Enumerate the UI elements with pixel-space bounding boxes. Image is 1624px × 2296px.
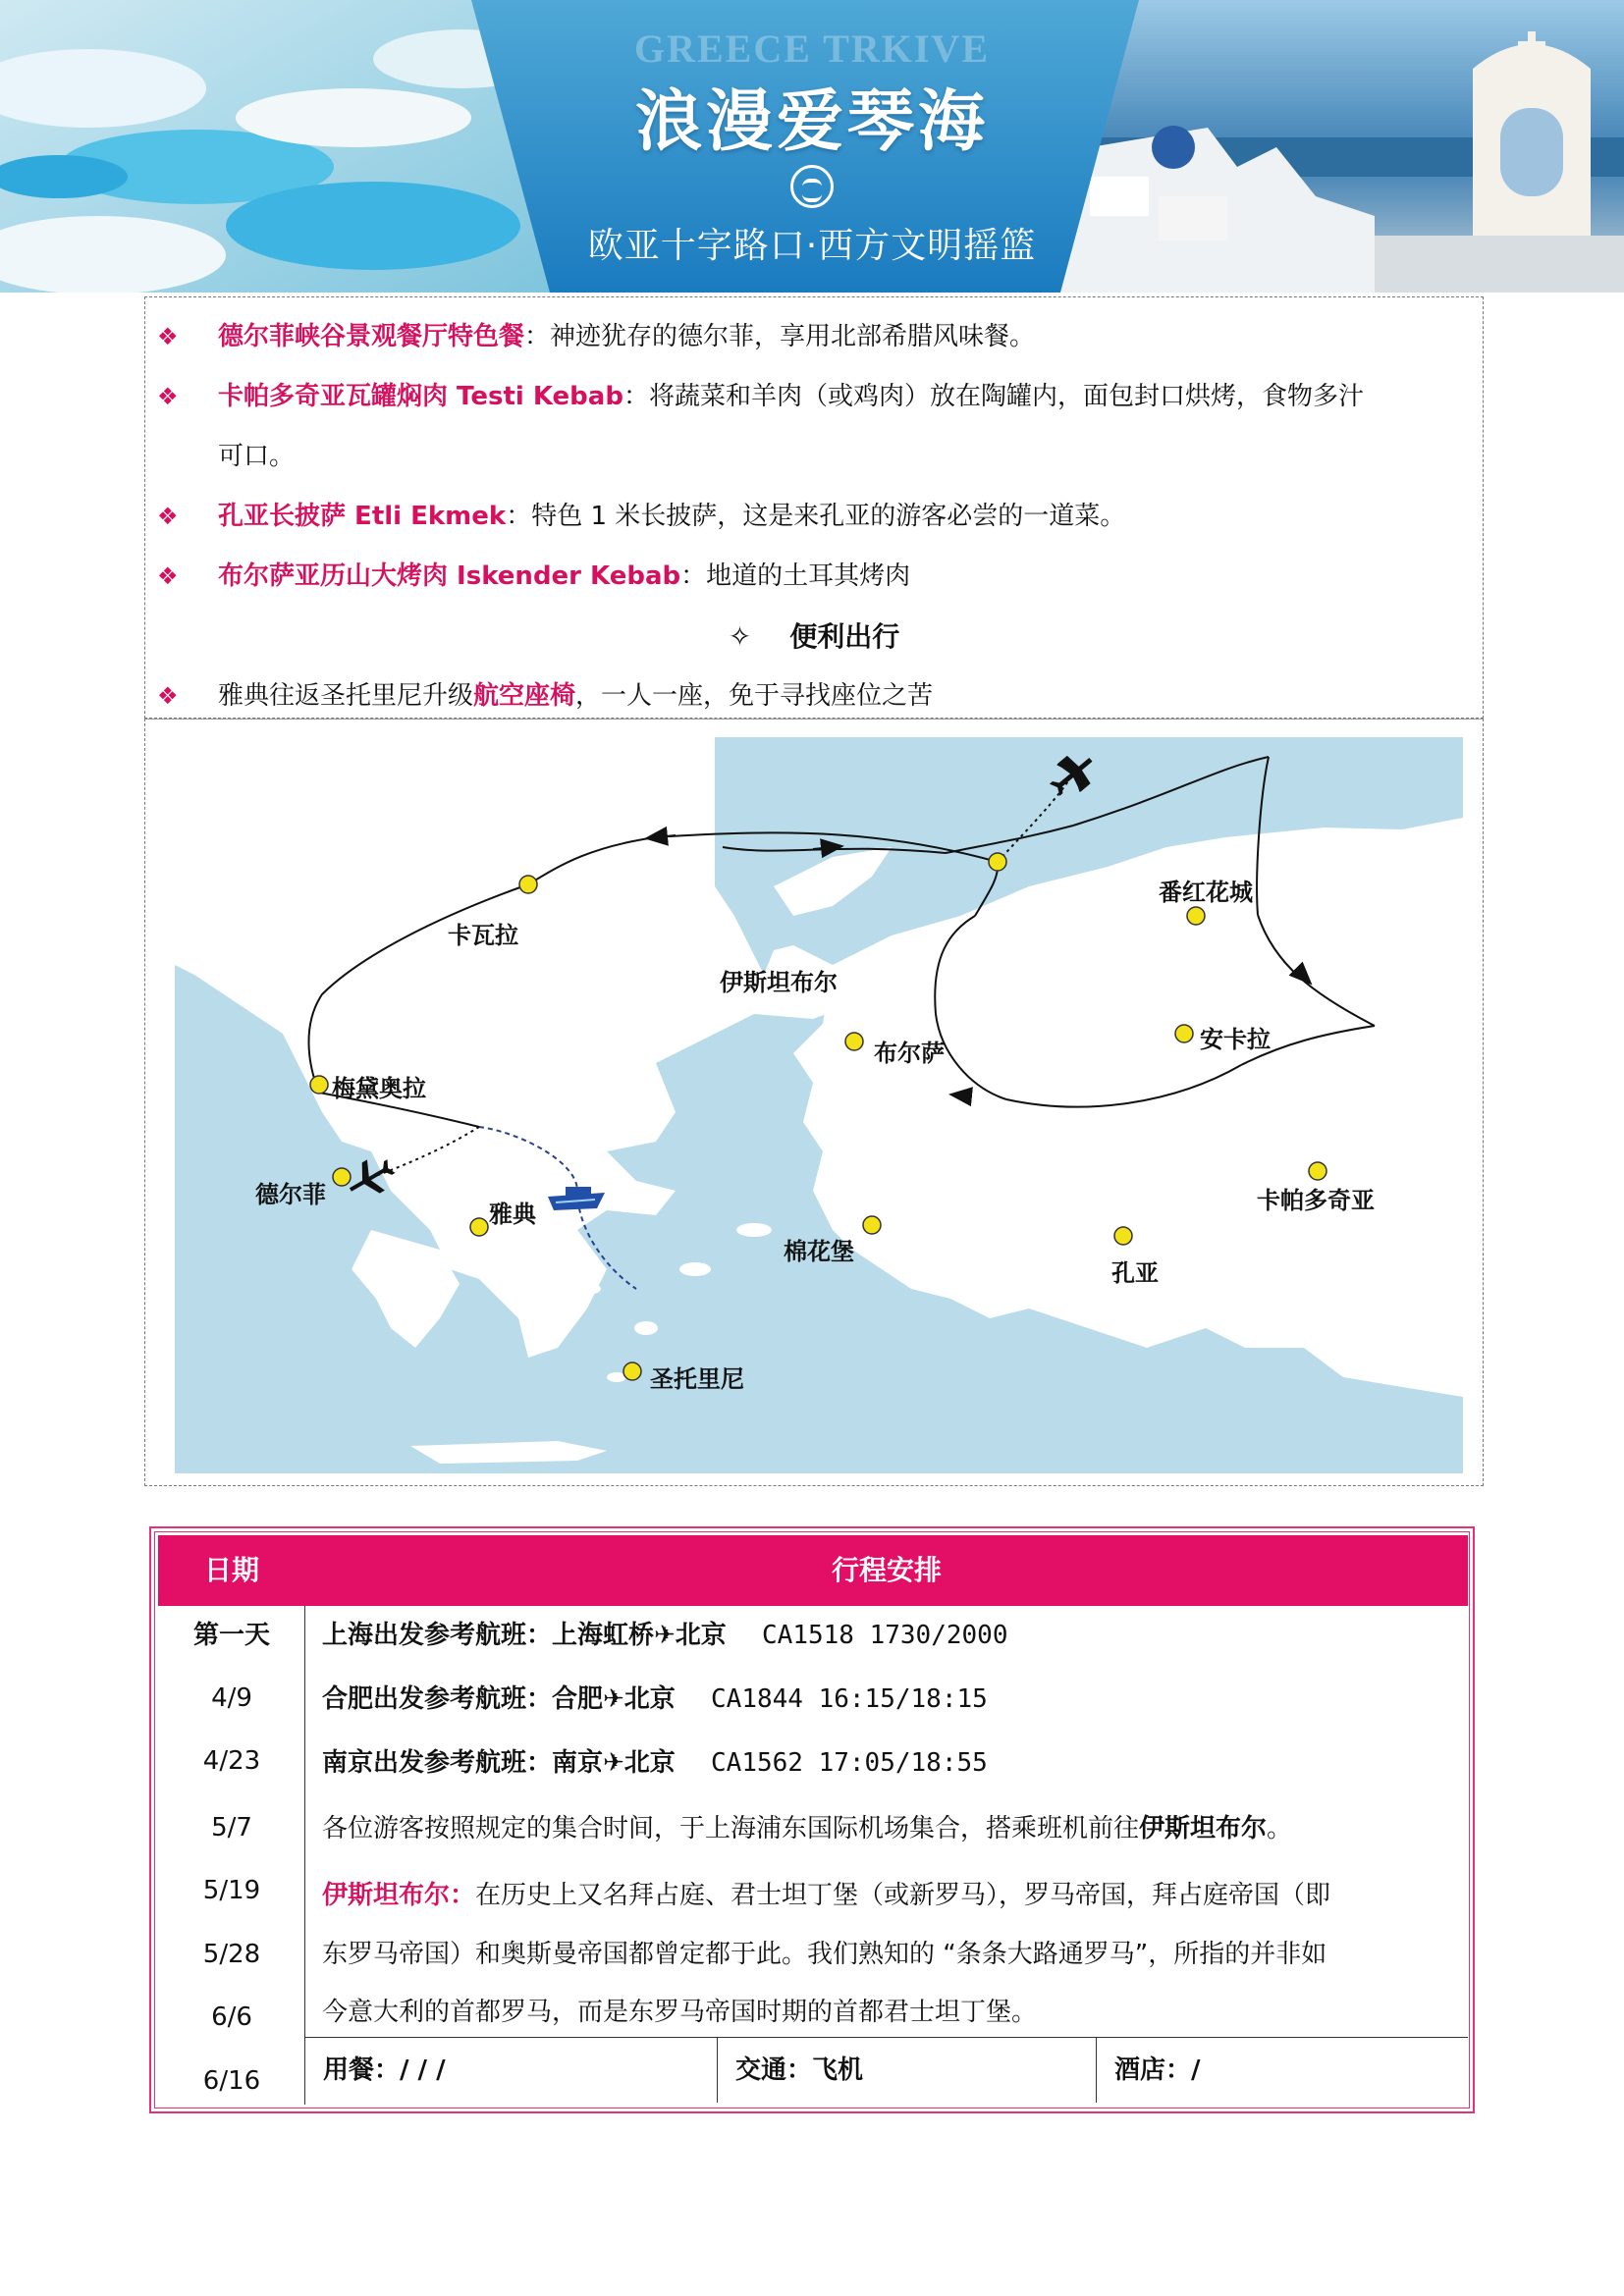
date-item: 6/6 [211,2002,252,2032]
diamond-bullet-icon: ❖ [157,503,179,530]
date-item: 5/19 [202,1876,261,1905]
istanbul-desc-line: 东罗马帝国）和奥斯曼帝国都曾定都于此。我们熟知的 “条条大路通罗马”，所指的并非如 [322,1940,1327,1969]
route-map-graphic [145,720,1485,1487]
node-bursa [845,1033,863,1050]
banner-title: 浪漫爱琴海 [634,82,989,161]
highlight-text: ：特色 1 米长披萨，这是来孔亚的游客必尝的一道菜。 [506,502,1126,531]
highlight-text: ：地道的土耳其烤肉 [680,561,911,591]
sparkle-icon: ✧ [728,620,752,653]
hotel-cell: 酒店：/ [1114,2056,1201,2085]
date-item: 5/7 [211,1813,252,1842]
city-label-cappadocia: 卡帕多奇亚 [1257,1187,1375,1214]
city-label-pamukkale: 棉花堡 [784,1238,854,1265]
node-meteora [310,1076,328,1094]
node-pamukkale [863,1216,881,1234]
date-item: 6/16 [202,2066,261,2096]
highlights-box: ❖ 德尔菲峡谷景观餐厅特色餐：神迹犹存的德尔菲，享用北部希腊风味餐。 ❖ 卡帕多奇亚瓦罐焖肉 Testi Kebab：将蔬菜和羊肉（或鸡肉）放在陶罐内，面包封口烘烤，食物多汁 可口。 ❖ 孔亚长披萨 Etli Ekmek：特色 1 米长披萨，这是来孔亚的游客必尝的一道菜。 ❖ 布尔萨亚历山大烤肉 Iskender Kebab：地道的土耳其烤肉 ✧ 便利出行 ❖ 雅典往返圣托里尼升级航空座椅，一人一座，免于寻找座位之苦 [144,296,1484,719]
highlight-text: ：将蔬菜和羊肉（或鸡肉）放在陶罐内，面包封口烘烤，食物多汁 [623,382,1364,411]
city-label-delphi: 德尔菲 [255,1181,326,1208]
diamond-bullet-icon: ❖ [157,323,179,350]
city-label-safranbolu: 番红花城 [1159,879,1253,906]
istanbul-desc-line: 今意大利的首都罗马，而是东罗马帝国时期的首都君士坦丁堡。 [322,1998,1038,2027]
diamond-bullet-icon: ❖ [157,383,179,410]
city-label-ankara: 安卡拉 [1200,1026,1271,1053]
node-athens [470,1218,488,1236]
date-item: 4/9 [211,1683,252,1713]
node-delphi [333,1168,351,1186]
node-safranbolu [1187,907,1205,925]
istanbul-desc-line: 伊斯坦布尔：在历史上又名拜占庭、君士坦丁堡（或新罗马），罗马帝国，拜占庭帝国（即 [322,1881,1331,1910]
date-item: 5/28 [202,1940,261,1969]
node-konya [1114,1227,1132,1245]
node-istanbul [989,853,1006,871]
city-label-kavala: 卡瓦拉 [448,922,518,949]
city-label-konya: 孔亚 [1111,1259,1159,1287]
highlight-text: ：神迹犹存的德尔菲，享用北部希腊风味餐。 [524,322,1036,351]
gather-text: 各位游客按照规定的集合时间，于上海浦东国际机场集合，搭乘班机前往伊斯坦布尔。 [322,1814,1293,1843]
banner-logo-icon [790,165,834,208]
header-banner [0,0,1624,293]
highlight-name: 布尔萨亚历山大烤肉 Iskender Kebab [218,561,681,591]
diamond-bullet-icon: ❖ [157,682,179,710]
date-column [158,1606,305,2105]
itinerary-table [149,1526,1475,2113]
banner-subtitle: 欧亚十字路口·西方文明摇篮 [587,226,1037,266]
node-kavala [519,876,537,893]
highlight-text-continued: 可口。 [218,442,296,471]
city-label-istanbul: 伊斯坦布尔 [720,969,838,996]
highlight-name: 德尔菲峡谷景观餐厅特色餐 [218,322,525,351]
flight-row: 合肥出发参考航班：合肥✈北京 CA1844 16:15/18:15 [322,1684,988,1714]
header-plan: 行程安排 [831,1554,942,1586]
city-label-bursa: 布尔萨 [874,1040,945,1067]
node-ankara [1175,1025,1193,1042]
city-label-meteora: 梅黛奥拉 [332,1075,426,1102]
city-label-santorini: 圣托里尼 [650,1365,744,1393]
route-map [144,719,1484,1486]
date-item: 第一天 [192,1621,270,1650]
highlight-name: 卡帕多奇亚瓦罐焖肉 Testi Kebab [218,382,623,411]
flight-row: 南京出发参考航班：南京✈北京 CA1562 17:05/18:55 [322,1748,988,1778]
node-cappadocia [1309,1162,1326,1180]
header-date: 日期 [203,1554,259,1586]
footer-row [305,2037,1468,2103]
diamond-bullet-icon: ❖ [157,562,179,590]
highlight-name: 孔亚长披萨 Etli Ekmek [218,502,507,531]
flight-row: 上海出发参考航班：上海虹桥✈北京 CA1518 1730/2000 [322,1621,1008,1650]
table-header [158,1535,1468,1606]
banner-ghost-text: GREECE TRKIVE [633,27,990,71]
transport-cell: 交通：飞机 [718,2038,1097,2103]
meals-cell: 用餐：/ / / [305,2038,718,2103]
convenience-heading: ✧ 便利出行 [728,620,900,653]
node-santorini [623,1362,641,1380]
city-label-athens: 雅典 [489,1201,536,1228]
date-item: 4/23 [202,1746,261,1776]
